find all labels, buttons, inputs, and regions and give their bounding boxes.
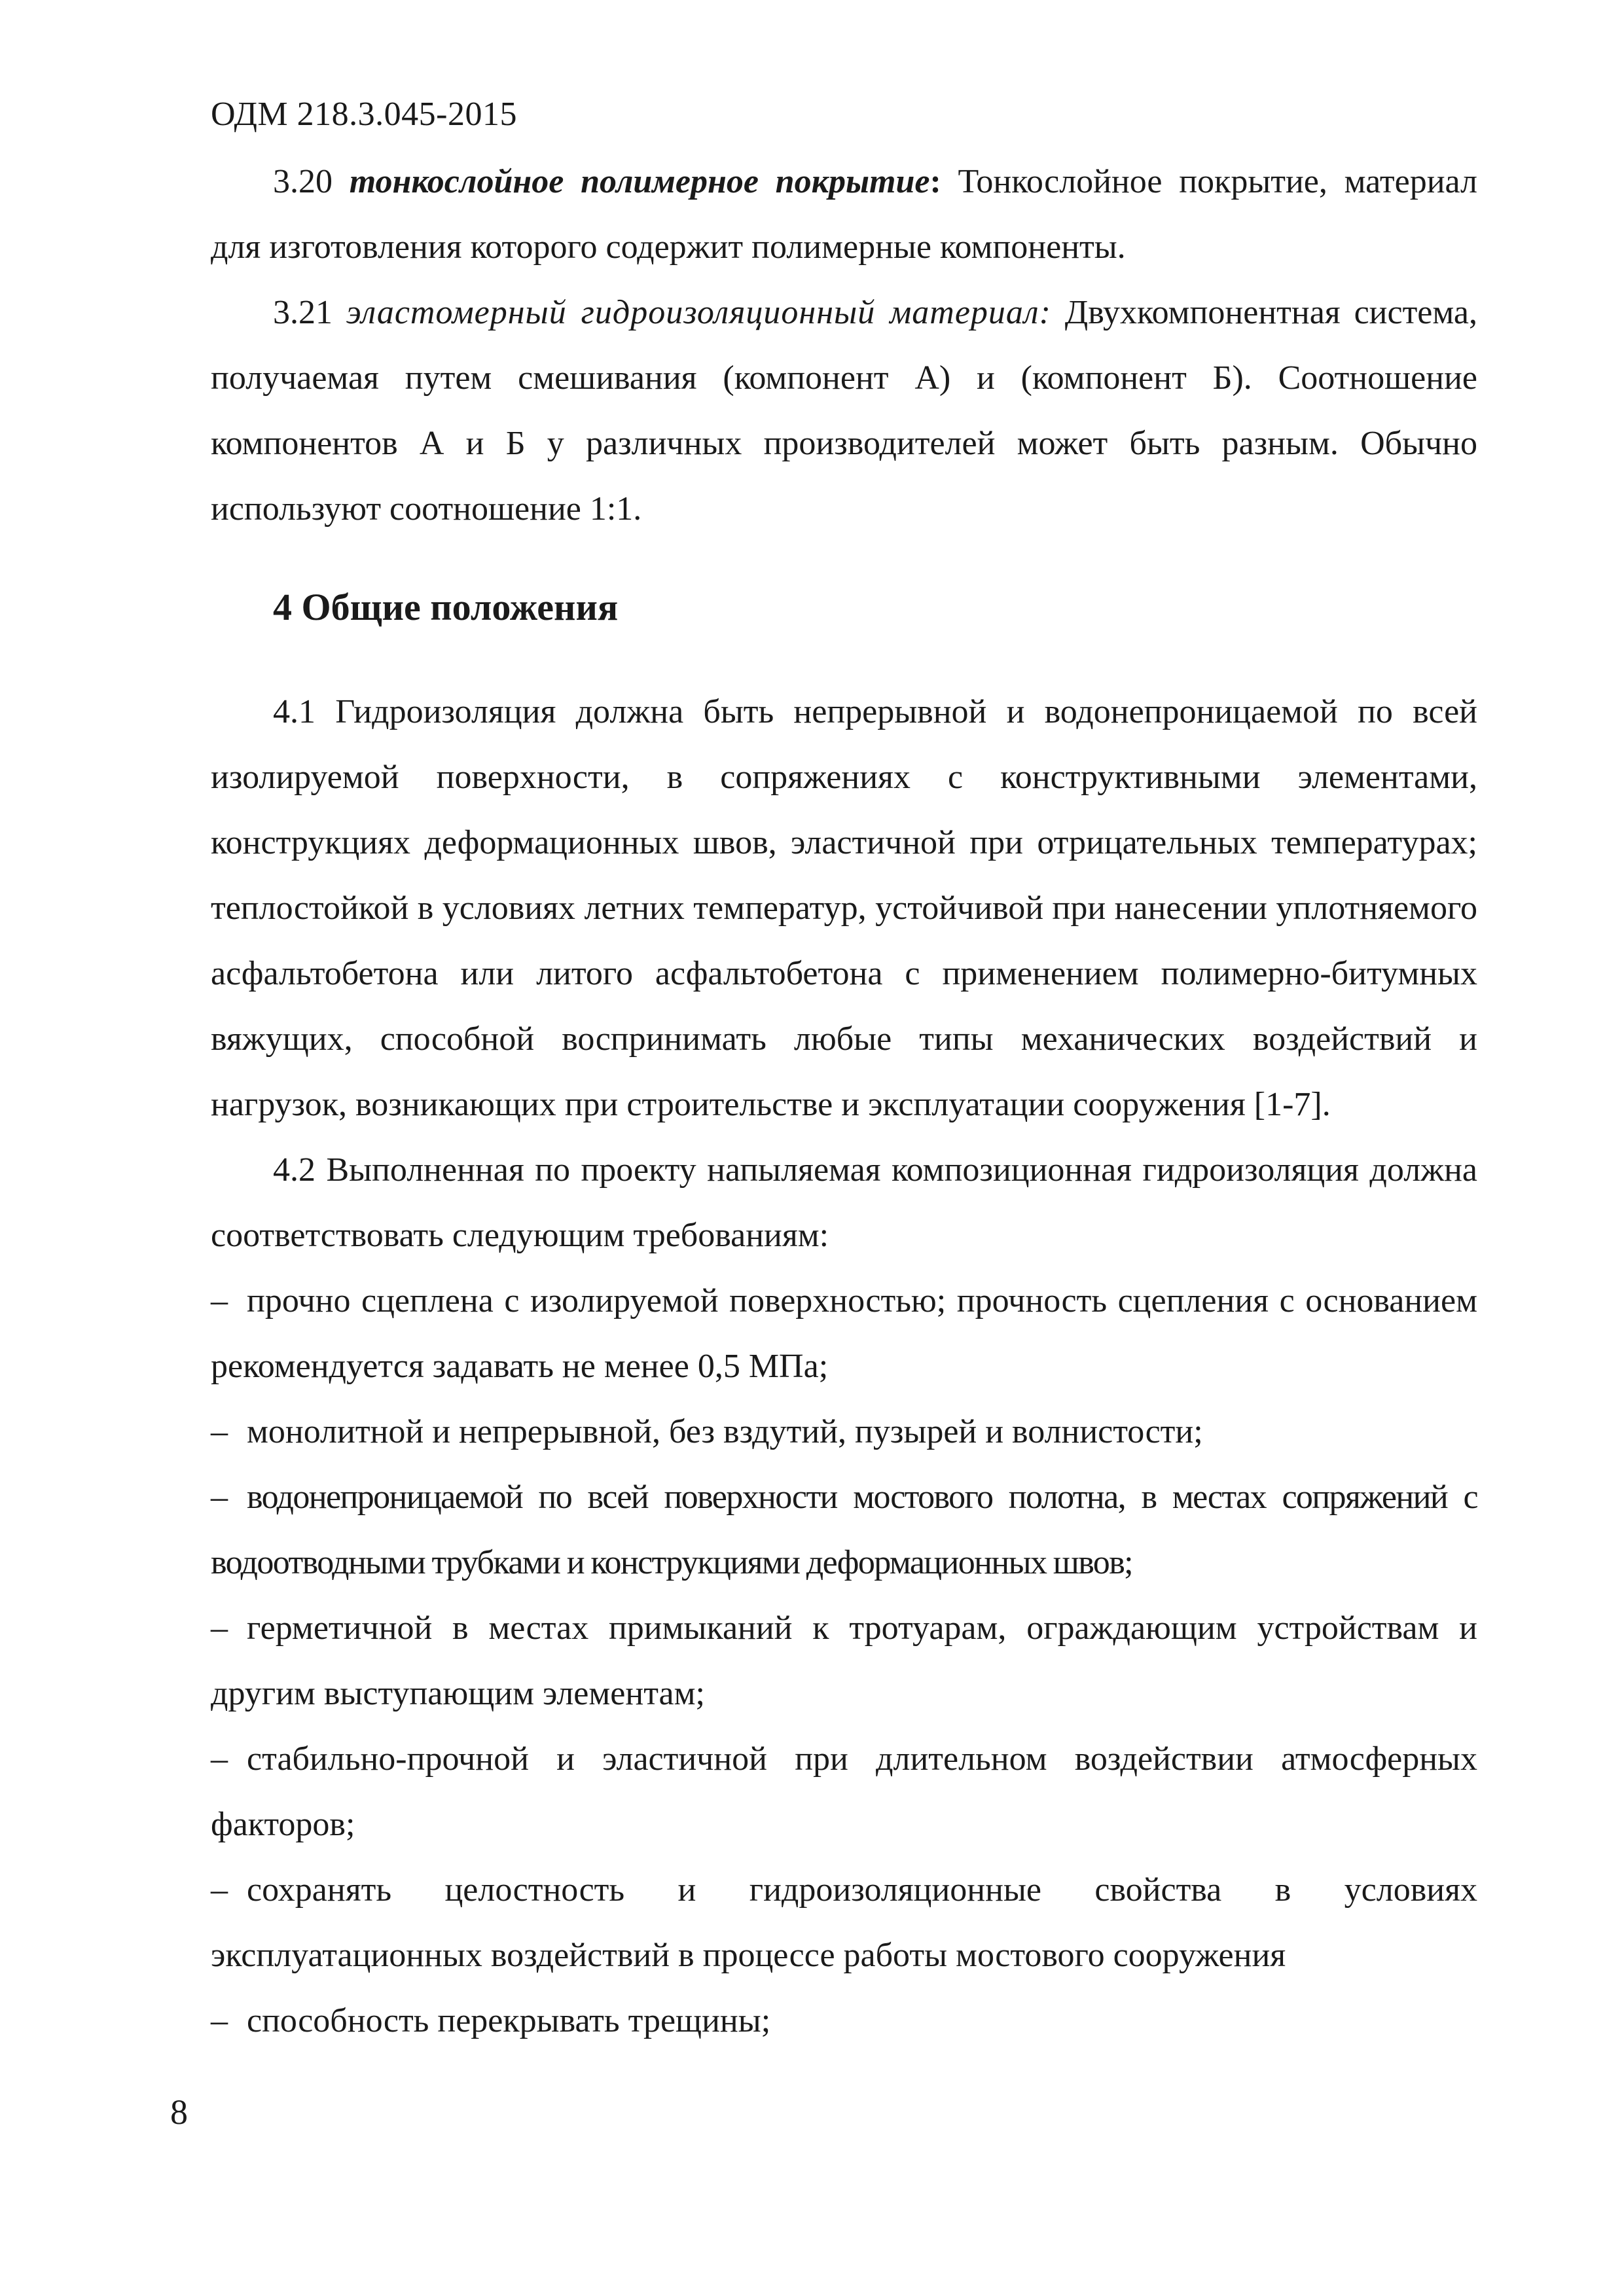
dash-marker: – <box>211 1740 228 1778</box>
clause-number: 3.21 <box>273 294 333 331</box>
clause-4-1: 4.1 Гидроизоляция должна быть непрерывной и водонепроницаемой по всей изолируемой поверхности, в сопряжениях с конструктивными элементами, конструкциях деформационных швов, эластичной при отрицательных температурах; теплостойкой в условиях летних температур, устойчивой при нанесении уплотняемого асфальтобетона или литого асфальтобетона с применением полимерно-битумных вяжущих, способной воспринимать любые типы механических воздействий и нагрузок, возникающих при строительстве и эксплуатации сооружения [1-7]. <box>211 693 1477 1123</box>
list-item <box>211 1268 1477 1399</box>
term-thin-polymer-coating: тонкослойное полимерное покрытие <box>349 163 930 200</box>
clause-4-2: 4.2 Выполненная по проекту напыляемая композиционная гидроизоляция должна соответствовать следующим требованиям: <box>211 1151 1477 1254</box>
list-item-text: герметичной в местах примыканий к тротуарам, ограждающим устройствам и другим выступающим элементам; <box>211 1609 1477 1712</box>
definition-text: Двухкомпонентная система, получаемая путем смешивания (компонент А) и (компонент Б). Соотношение компонентов А и Б у различных производителей может быть разным. Обычно используют соотношение 1:1. <box>211 294 1478 528</box>
dash-marker: – <box>211 1871 228 1909</box>
term-colon: : <box>929 163 941 200</box>
list-item <box>211 1727 1477 1857</box>
list-item-text: способность перекрывать трещины; <box>247 2002 771 2039</box>
definition-3-21 <box>211 280 1477 542</box>
list-item <box>211 1857 1477 1988</box>
page-number: 8 <box>170 2092 188 2132</box>
definition-3-20 <box>211 149 1477 280</box>
definition-text: Тонкослойное покрытие, материал для изготовления которого содержит полимерные компоненты. <box>211 163 1478 266</box>
document-code-header: ОДМ 218.3.045-2015 <box>211 96 517 133</box>
list-item <box>211 1596 1477 1727</box>
section-heading: 4 Общие положения <box>273 586 619 628</box>
term-elastomeric-material: эластомерный гидроизоляционный материал: <box>346 294 1051 331</box>
list-item <box>211 1399 1477 1465</box>
page-content <box>211 149 1477 2054</box>
list-item-text: прочно сцеплена с изолируемой поверхностью; прочность сцепления с основанием рекомендуется задавать не менее 0,5 МПа; <box>211 1282 1477 1385</box>
clause-number: 3.20 <box>273 163 333 200</box>
list-item-text: сохранять целостность и гидроизоляционные свойства в условиях эксплуатационных воздействий в процессе работы мостового сооружения <box>211 1871 1477 1974</box>
list-item-text: монолитной и непрерывной, без вздутий, пузырей и волнистости; <box>247 1413 1203 1450</box>
list-item-text: водонепроницаемой по всей поверхности мостового полотна, в местах сопряжений с водоотводными трубками и конструкциями деформационных швов; <box>211 1479 1477 1581</box>
list-item <box>211 1465 1477 1596</box>
list-item-text: стабильно-прочной и эластичной при длительном воздействии атмосферных факторов; <box>211 1740 1477 1843</box>
dash-marker: – <box>211 1282 228 1319</box>
dash-marker: – <box>211 1413 228 1450</box>
list-item <box>211 1988 1477 2054</box>
dash-marker: – <box>211 2002 228 2039</box>
dash-marker: – <box>211 1479 227 1516</box>
dash-marker: – <box>211 1609 228 1647</box>
